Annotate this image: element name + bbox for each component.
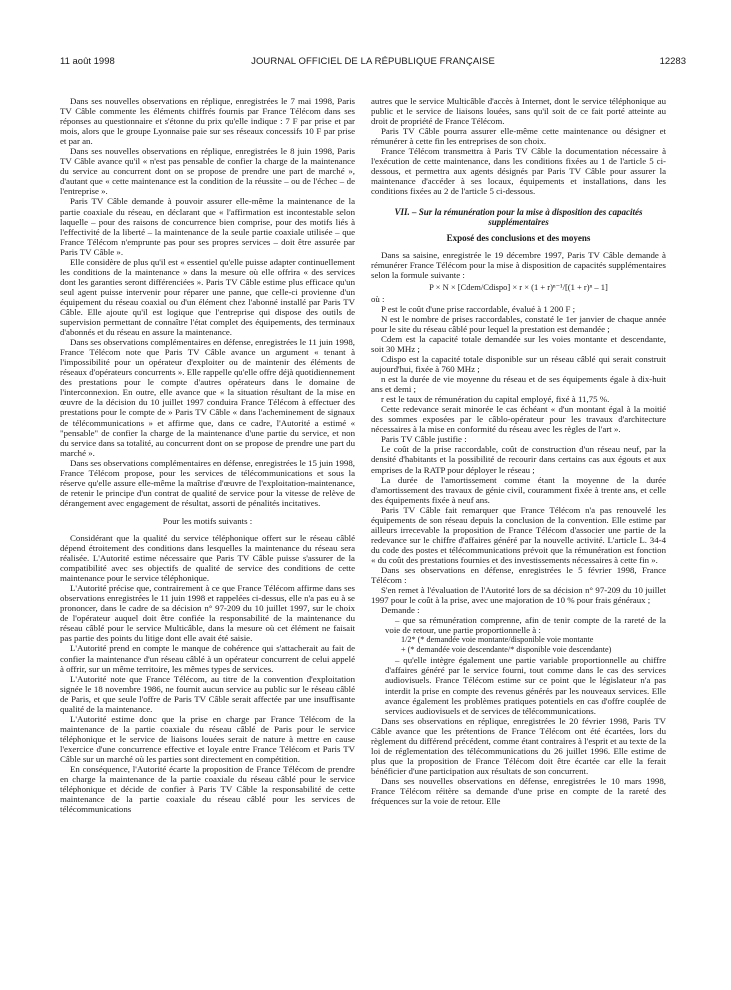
paragraph: Dans ses observations complémentaires en défense, enregistrées le 15 juin 1998, France Télécom propose, pour les services de télécommunications et sous la réserve qu'elle assure elle-même la maîtrise d'œuvre de l'exploitation-maintenance, de retenir le principe d'un contrat de qualité de service pour la vitesse de relève de dérangement avec engagement de résultat, assorti de pénalités incitatives. [60, 457, 355, 508]
subsection-heading: Exposé des conclusions et des moyens [446, 233, 591, 244]
motifs-heading: Pour les motifs suivants : [162, 515, 253, 526]
paragraph: Paris TV Câble justifie : [381, 434, 467, 445]
paragraph: Demande : [381, 605, 420, 616]
paragraph: Dans ses observations complémentaires en défense, enregistrées le 11 juin 1998, France Télécom note que Paris TV Câble avance un argument « tenant à l'impossibilité pour un opérateur d'exploiter ou de maintenir des éléments de réseaux d'opérateurs concurrents ». Elle rappelle qu'elle offre déjà quotidiennement des prestations pour le compte d'autres opérateurs dans le domaine de l'interconnexion. En outre, elle avance que « la situation résultant de la mise en œuvre de la décision du 10 juillet 1997 conduira France Télécom à effectuer des prestations pour le compte de » Paris TV Câble « dans l'acheminement de signaux de télécommunications » et affirme que, dans ce cadre, l'Autorité a estimé « "pensable" de confier la charge de la maintenance d'une partie du service, et non du service dans sa totalité, au concurrent dont on se propose de prendre une part du marché ». [60, 337, 355, 458]
paragraph: La durée de l'amortissement comme étant la moyenne de la durée d'amortissement des travaux de génie civil, couramment fixée à trente ans, et celle des équipements fixée à neuf ans. [371, 474, 666, 505]
paragraph: France Télécom transmettra à Paris TV Câble la documentation nécessaire à l'exécution de cette maintenance, dans les conditions fixées au 1 de l'article 5 ci-dessous, et permettra aux agents désignés par Paris TV Câble pour assurer la maintenance d'accéder à ses locaux, équipements et installations, dans les conditions fixées au 2 de l'article 5 ci-dessous. [371, 146, 666, 197]
paragraph: Paris TV Câble fait remarquer que France Télécom n'a pas renouvelé les équipements de son réseau depuis la conclusion de la convention. Elle estime par ailleurs irrecevable la proposition de France Télécom d'associer une partie de la redevance sur le chiffre d'affaires généré par la nouvelle activité. L'article L. 34-4 du code des postes et télécommunications prévoit que la rémunération est fonction « du coût des prestations fournies et des investissements nécessaires à cette fin ». [371, 504, 666, 565]
paragraph: Elle considère de plus qu'il est « essentiel qu'elle puisse adapter continuellement les conditions de la maintenance » dans la mesure où elle offrira « des services dont les garanties seront différenciées ». Paris TV Câble estime plus efficace qu'un seul agent puisse intervenir pour réparer une panne, que celle-ci provienne d'un équipement du réseau coaxial ou d'un élément chez l'abonné installé par Paris TV Câble. Elle ajoute qu'il est logique que l'entreprise qui dispose des outils de supervision permettant de connaître l'état complet des équipements, des terminaux d'abonnés et du réseau en assure la maintenance. [60, 256, 355, 338]
paragraph: autres que le service Multicâble d'accès à Internet, dont le service téléphonique au public et le service de liaisons louées, sans qu'il soit de ce fait porté atteinte au droit de propriété de France Télécom. [371, 96, 666, 127]
page-header [60, 56, 686, 68]
paragraph: N est le nombre de prises raccordables, constaté le 1er janvier de chaque année pour le site du réseau câblé pour lequel la prestation est demandée ; [371, 313, 666, 334]
header-title: JOURNAL OFFICIEL DE LA RÉPUBLIQUE FRANÇAISE [251, 56, 495, 67]
paragraph: En conséquence, l'Autorité écarte la proposition de France Télécom de prendre en charge la maintenance de la partie coaxiale du réseau câblé pour le service téléphonique et décide de confier à Paris TV Câble la responsabilité de cette maintenance de la partie coaxiale du réseau câblé pour les services de télécommunications [60, 764, 355, 815]
paragraph: Dans ses nouvelles observations en défense, enregistrées le 10 mars 1998, France Télécom réitère sa demande d'une prise en compte de la rareté des fréquences sur la voie de retour. Elle [371, 775, 666, 807]
header-date: 11 août 1998 [60, 56, 115, 67]
paragraph: P est le coût d'une prise raccordable, évalué à 1 200 F ; [381, 303, 576, 314]
paragraph: Paris TV Câble pourra assurer elle-même cette maintenance ou désigner et rémunérer à cette fin les entreprises de son choix. [371, 126, 666, 147]
paragraph: Considérant que la qualité du service téléphonique offert sur le réseau câblé dépend étroitement des conditions dans lesquelles la maintenance du réseau sera réalisée. L'Autorité estime nécessaire que Paris TV Câble puisse s'assurer de la compatibilité avec ses objectifs de qualité de service des conditions de cette maintenance pour le service téléphonique. [60, 532, 355, 584]
paragraph: Cdem est la capacité totale demandée sur les voies montante et descendante, soit 30 MHz ; [371, 333, 666, 354]
paragraph: Dans sa saisine, enregistrée le 19 décembre 1997, Paris TV Câble demande à rémunérer France Télécom pour la mise à disposition de capacités supplémentaires selon la formule suivante : [371, 249, 666, 280]
page-number: 12283 [659, 56, 686, 67]
left-column [60, 96, 355, 814]
section-heading-vii: VII. – Sur la rémunération pour la mise à disposition des capacités supplémentaires [394, 207, 643, 228]
right-column [371, 96, 666, 806]
paragraph: Paris TV Câble demande à pouvoir assurer elle-même la maintenance de la partie coaxiale du réseau, en déclarant que « l'affirmation est incontestable selon laquelle – pour des raisons de concurrence bien comprise, pour des motifs liés à l'effectivité de la liberté – la maintenance de la seule partie coaxiale utilisée – que France Télécom n'emprunte pas pour ses propres services – doit être assurée par Paris TV Câble ». [60, 196, 355, 257]
list-item: – qu'elle intègre également une partie variable proportionnelle au chiffre d'affaires généré par le service fourni, tout comme dans le cas des services audiovisuels. France Télécom estime sur ce point que le législateur n'a pas interdit la prise en compte des revenus générés par les nouveaux services. Elle avance également les problèmes pratiques potentiels en cas d'offre couplée de services audiovisuels et de services de télécommunications. [385, 655, 666, 716]
paragraph: Dans ses observations en défense, enregistrées le 5 février 1998, France Télécom : [371, 564, 666, 586]
paragraph: L'Autorité note que France Télécom, au titre de la convention d'exploitation signée le 18 novembre 1986, ne fournit aucun service au public sur le réseau câblé de Paris, et que seule l'offre de Paris TV Câble serait affectée par une insuffisante qualité de la maintenance. [60, 673, 355, 714]
formula-line: 1/2* (* demandée voie montante/disponible voie montante [401, 635, 594, 645]
paragraph: r est le taux de rémunération du capital employé, fixé à 11,75 %. [381, 394, 610, 405]
paragraph: Dans ses nouvelles observations en réplique, enregistrées le 7 mai 1998, Paris TV Câble commente les éléments chiffrés fournis par France Télécom dans ses réponses au questionnaire et s'étonne du prix qu'elle indique : 7 F par prise et par mois, alors que le groupe Lyonnaise paie sur ses réseaux concessifs 10 F par prise et par an. [60, 96, 355, 147]
paragraph: où : [371, 293, 385, 304]
paragraph: Cette redevance serait minorée le cas échéant « d'un montant égal à la moitié des sommes exposées par le câblo-opérateur pour les travaux d'architecture nécessaires à la mise en conformité du réseau avec les règles de l'art ». [371, 404, 666, 435]
paragraph: S'en remet à l'évaluation de l'Autorité lors de sa décision n° 97-209 du 10 juillet 1997 pour le coût à la prise, avec une majoration de 10 % pour frais généraux ; [371, 585, 666, 606]
paragraph: n est la durée de vie moyenne du réseau et de ses équipements égale à dix-huit ans et demi ; [371, 374, 666, 395]
paragraph: L'Autorité estime donc que la prise en charge par France Télécom de la maintenance de la partie coaxiale du réseau câblé de Paris pour le service téléphonique et le service de liaisons louées serait de nature à mettre en cause l'exercice d'une concurrence effective et loyale entre France Télécom et Paris TV Câble sur un marché où les parties sont directement en compétition. [60, 713, 355, 764]
paragraph: L'Autorité prend en compte le manque de cohérence qui s'attacherait au fait de confier la maintenance d'un réseau câblé à un opérateur concurrent de celui appelé à offrir, sur un même territoire, les mêmes types de services. [60, 643, 355, 674]
paragraph: Dans ses observations en réplique, enregistrées le 20 février 1998, Paris TV Câble avance que les prétentions de France Télécom ont été écartées, lors du règlement du différend précédent, comme étant contraires à l'esprit et au texte de la loi de réglementation des télécommunications du 26 juillet 1996. Elle estime de plus que la proposition de France Télécom doit être écartée car elle la ferait bénéficier d'une participation aux résultats de son concurrent. [371, 715, 666, 776]
paragraph: Dans ses nouvelles observations en réplique, enregistrées le 8 juin 1998, Paris TV Câble avance qu'il « n'est pas pensable de confier la charge de la maintenance du service au concurrent dont on se propose de prendre une part de marché », d'autant que « cette maintenance est la condition de la réussite – ou de l'échec – de l'entreprise ». [60, 146, 355, 197]
paragraph: L'Autorité précise que, contrairement à ce que France Télécom affirme dans ses observations enregistrées le 11 juin 1998 et rappelées ci-dessus, elle n'a pas eu à se prononcer, dans le cadre de sa décision n° 97-209 du 10 juillet 1997, sur le choix de l'opérateur auquel doit être confiée la responsabilité de la maintenance du réseau câblé pour le service Multicâble, dans la mesure où cet élément ne faisait pas partie des points du litige dont elle avait été saisie. [60, 583, 355, 644]
list-item: – que sa rémunération comprenne, afin de tenir compte de la rareté de la voie de retour, une partie proportionnelle à : [385, 615, 666, 636]
paragraph: Le coût de la prise raccordable, coût de construction d'un réseau neuf, par la densité d'habitants et la possibilité de recourir dans certains cas aux égouts et aux emprises de la RATP pour déployer le réseau ; [371, 444, 666, 475]
formula-line: + (* demandée voie descendante/* disponible voie descendante) [401, 645, 612, 655]
paragraph: Cdispo est la capacité totale disponible sur un réseau câblé qui serait construit aujourd'hui, fixée à 760 MHz ; [371, 353, 666, 375]
formula: P × N × [Cdem/Cdispo] × r × (1 + r)ⁿ⁻¹/[(1 + r)ⁿ – 1] [429, 281, 608, 292]
